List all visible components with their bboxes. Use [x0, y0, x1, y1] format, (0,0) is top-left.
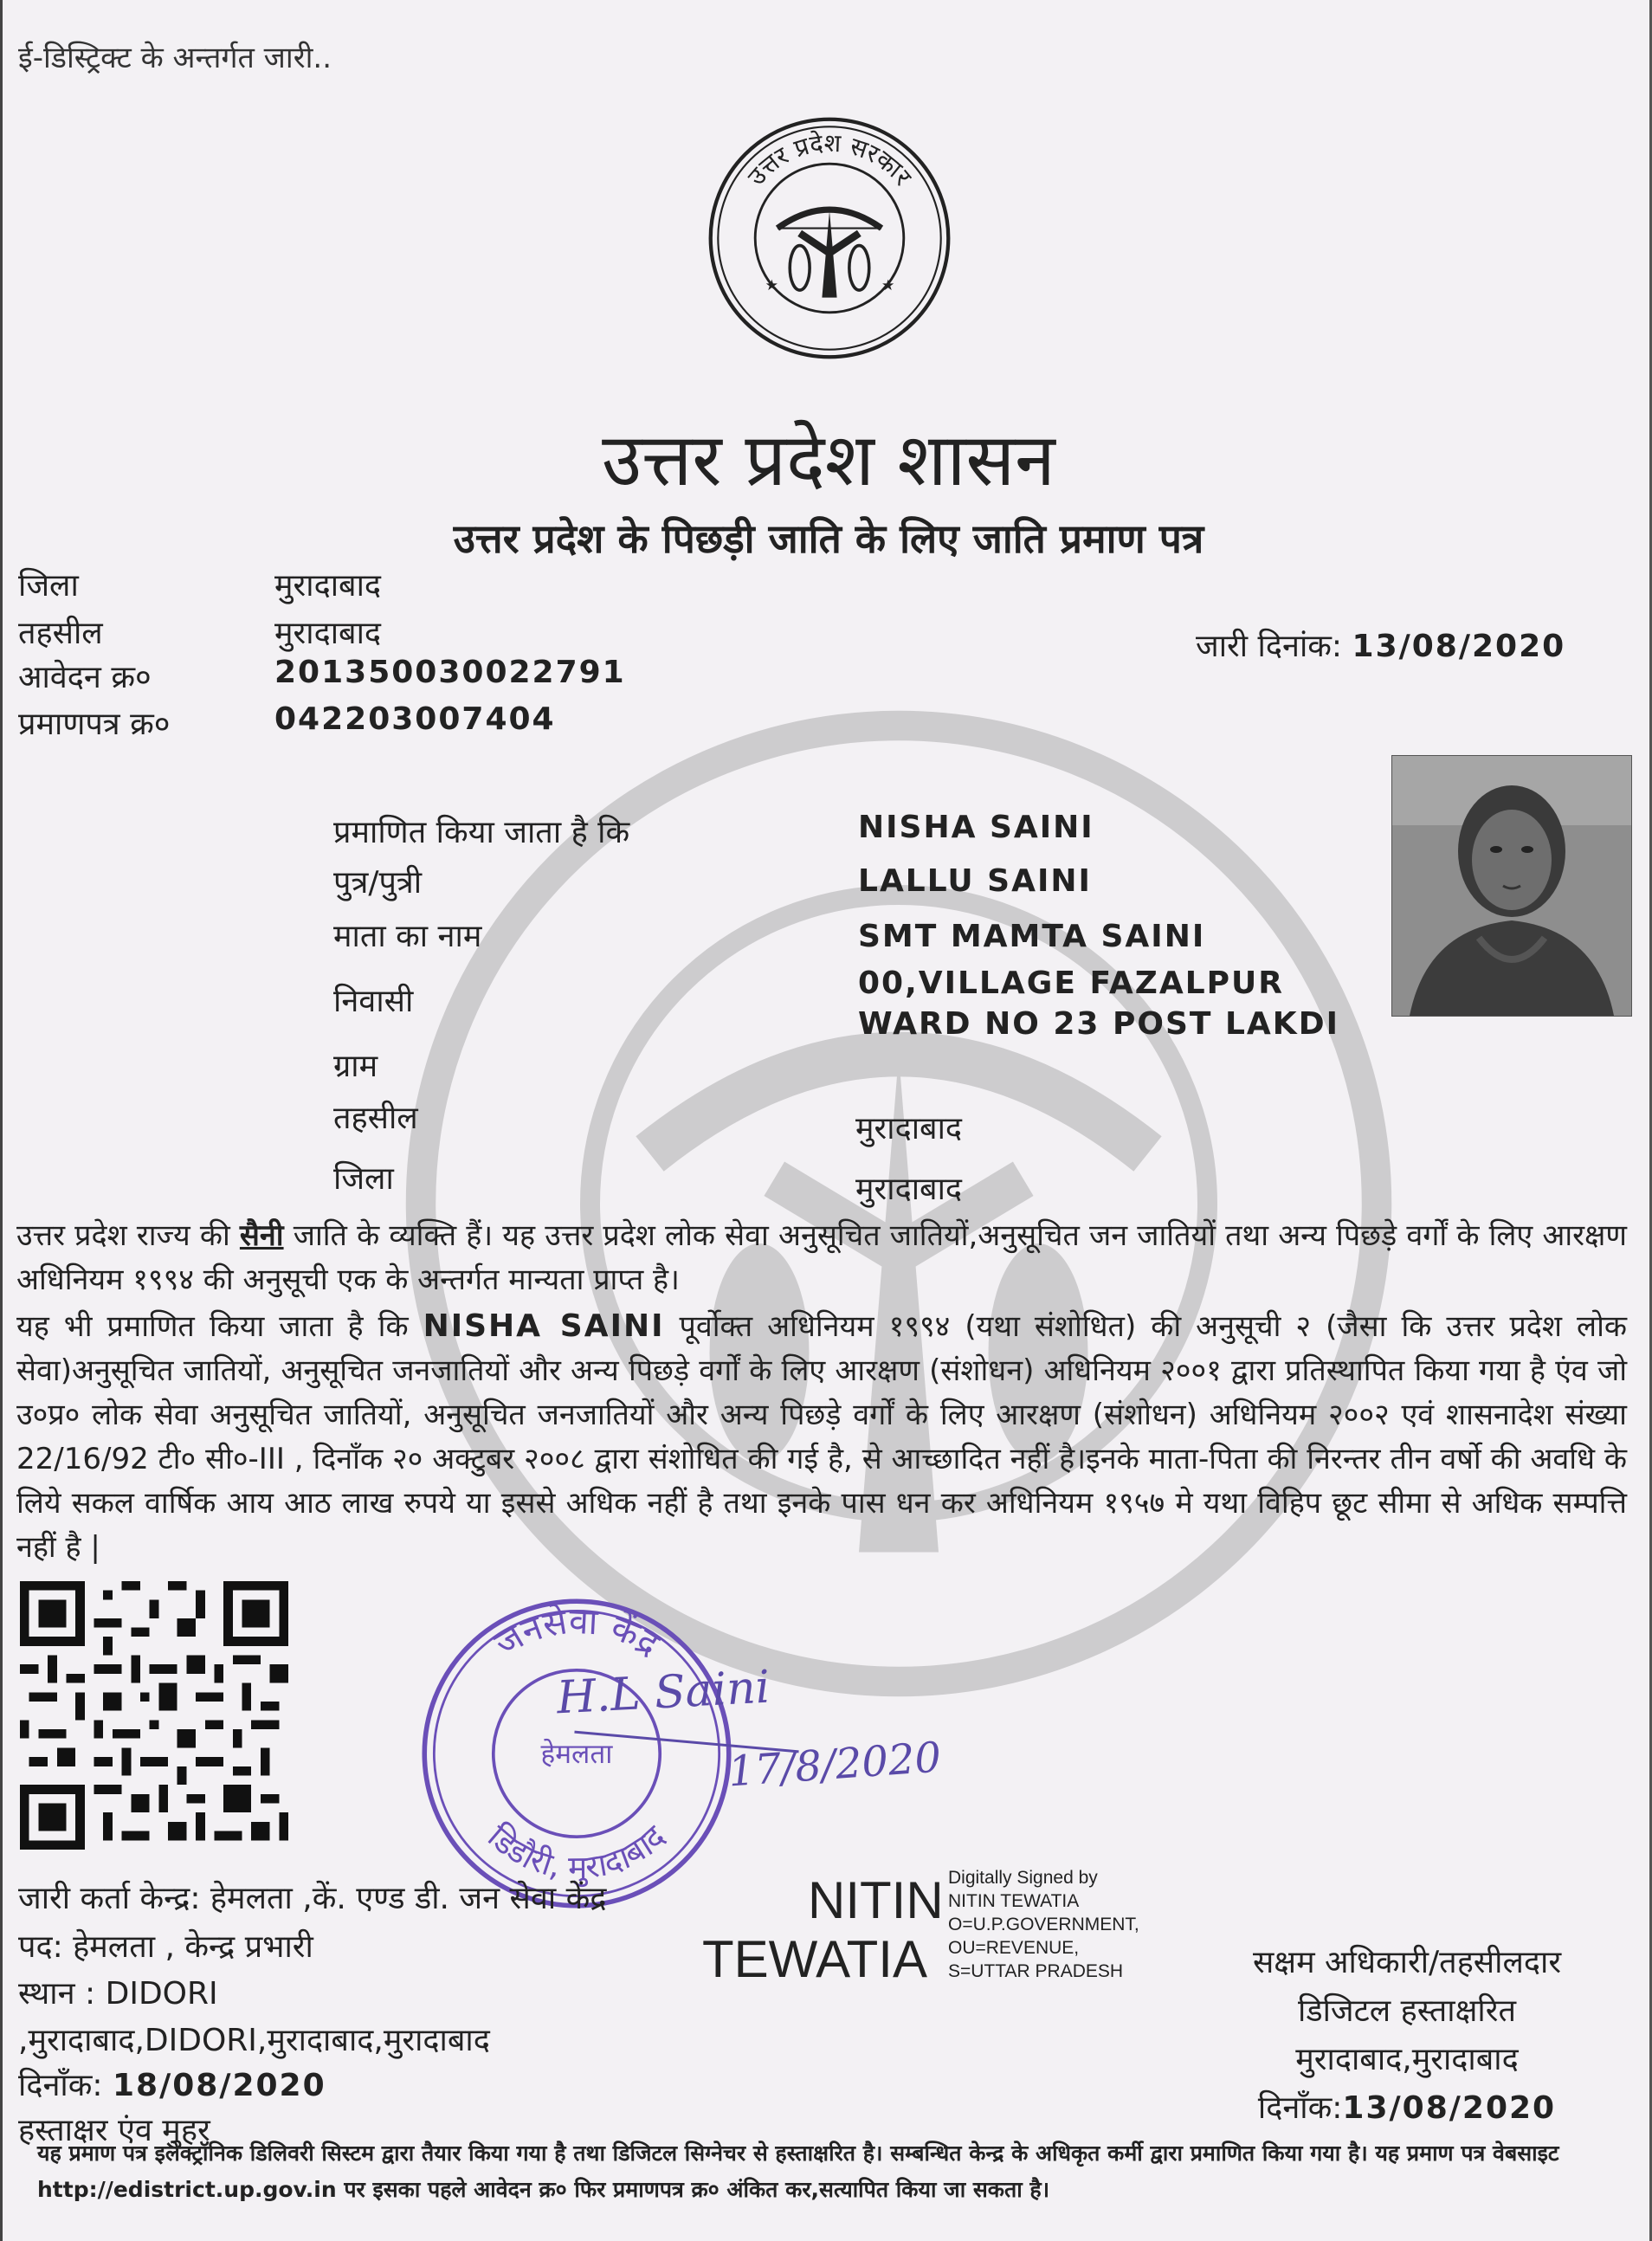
paragraph2-start: यह भी प्रमाणित किया जाता है कि [16, 1309, 423, 1344]
village-label: ग्राम [333, 1049, 378, 1084]
authority-date-label: दिनाँक: [1257, 2090, 1343, 2126]
details-tehsil-value: मुरादाबाद [855, 1111, 963, 1146]
handwritten-date: 17/8/2020 [726, 1733, 943, 1797]
authority-title: सक्षम अधिकारी/तहसीलदार [1252, 1945, 1562, 1980]
application-no-value: 201350030022791 [274, 655, 626, 690]
digital-signer-first-name: NITIN [808, 1871, 944, 1929]
details-district-label: जिला [333, 1161, 394, 1197]
stamp-bottom-text: डिडौरी, मुरादाबाद [481, 1818, 673, 1887]
up-govt-emblem-icon [706, 114, 953, 362]
applicant-photo [1391, 755, 1632, 1017]
application-no-label: आवेदन क्र० [18, 660, 152, 695]
issuer-date [18, 2063, 326, 2105]
address-line-1: 00,VILLAGE FAZALPUR [858, 966, 1285, 1001]
caste-name: सैनी [239, 1218, 284, 1253]
paragraph2-name: NISHA SAINI [423, 1308, 665, 1344]
issuer-place-line: ,मुरादाबाद,DIDORI,मुरादाबाद,मुरादाबाद [18, 2023, 490, 2058]
tehsil-value: मुरादाबाद [274, 616, 382, 651]
issuer-date-label: दिनाँक: [18, 2068, 113, 2103]
emblem-ring-text: उत्तर प्रदेश सरकार [741, 127, 918, 191]
certificate-subtitle: उत्तर प्रदेश के पिछड़ी जाति के लिए जाति प्रमाण पत्र [453, 515, 1204, 562]
dsig-line: O=U.P.GOVERNMENT, [948, 1915, 1139, 1934]
father-name: LALLU SAINI [858, 863, 1092, 899]
issuing-centre: जारी कर्ता केन्द्र: हेमलता ,कें. एण्ड डी. जन सेवा केंद्र [18, 1881, 607, 1916]
dsig-line: NITIN TEWATIA [948, 1891, 1080, 1911]
issuer-date-value: 18/08/2020 [112, 2068, 326, 2103]
svg-text:जनसेवा केंद्र [487, 1600, 668, 1665]
stamp-top-text: जनसेवा केंद्र [487, 1599, 668, 1665]
dsig-line: S=UTTAR PRADESH [948, 1961, 1124, 1981]
authority-place: मुरादाबाद,मुरादाबाद [1295, 2042, 1519, 2077]
certificate-no-value: 042203007404 [274, 701, 556, 737]
dsig-line: OU=REVENUE, [948, 1938, 1080, 1958]
signature-seal-label: हस्ताक्षर एंव मुहर [18, 2113, 210, 2148]
jansewa-kendra-stamp [416, 1593, 737, 1914]
tehsil-label: तहसील [18, 616, 103, 651]
details-district-value: मुरादाबाद [855, 1172, 963, 1207]
details-tehsil-label: तहसील [333, 1101, 418, 1136]
mother-label: माता का नाम [333, 919, 482, 954]
declaration-paragraph [16, 1304, 1627, 1570]
authority-signed: डिजिटल हस्ताक्षरित [1298, 1993, 1516, 2029]
paragraph1-start: उत्तर प्रदेश राज्य की [16, 1218, 240, 1253]
digital-signer-last-name: TEWATIA [702, 1930, 927, 1988]
issuer-post: पद: हेमलता , केन्द्र प्रभारी [18, 1929, 313, 1965]
district-value: मुरादाबाद [274, 568, 382, 604]
issuer-place: स्थान : DIDORI [18, 1976, 218, 2012]
relation-label: पुत्र/पुत्री [333, 865, 423, 901]
svg-text:★: ★ [765, 277, 779, 295]
district-label: जिला [18, 568, 79, 604]
handwritten-signature: H.L Saini [555, 1661, 771, 1725]
issue-date [1196, 623, 1565, 666]
resident-label: निवासी [333, 984, 414, 1019]
stamp-center-text: हेमलता [540, 1739, 613, 1771]
verification-note: यह प्रमाण पत्र इलेक्ट्रॉनिक डिलिवरी सिस्टम द्वारा तैयार किया गया है तथा डिजिटल सिग्नेचर से हस्ताक्षरित है। सम्बन्धित केन्द्र के अधिकृत कर्मी द्वारा प्रमाणित किया गया है। यह प्रमाण पत्र वेबसाइट http://edistrict.up.gov.in पर इसका पहले आवेदन क्र० फिर प्रमाणपत्र क्र० अंकित कर,सत्यापित किया जा सकता है। [37, 2141, 1559, 2202]
qr-code [20, 1581, 288, 1850]
authority-date [1216, 2085, 1597, 2128]
issue-date-label: जारी दिनांक: [1196, 629, 1343, 664]
digital-signature-details [948, 1866, 1139, 1983]
paragraph1-rest: जाति के व्यक्ति हैं। यह उत्तर प्रदेश लोक सेवा अनुसूचित जातियों,अनुसूचित जन जातियों तथा अन्य पिछड़े वर्गों के लिए आरक्षण अधिनियम १९९४ की अनुसूची एक के अन्तर्गत मान्यता प्राप्त है। [16, 1218, 1627, 1297]
issue-date-value: 13/08/2020 [1352, 629, 1566, 664]
page-title: उत्तर प्रदेश शासन [602, 417, 1055, 502]
caste-paragraph [16, 1214, 1627, 1302]
issued-under-note: ई-डिस्ट्रिक्ट के अन्तर्गत जारी.. [18, 41, 332, 75]
dsig-line: Digitally Signed by [948, 1868, 1098, 1888]
mother-name: SMT MAMTA SAINI [858, 919, 1206, 954]
svg-text:★: ★ [881, 277, 895, 295]
authority-date-value: 13/08/2020 [1342, 2090, 1557, 2126]
certificate-no-label: प्रमाणपत्र क्र० [18, 707, 171, 742]
applicant-name: NISHA SAINI [858, 810, 1094, 845]
address-line-2: WARD NO 23 POST LAKDI [858, 1006, 1339, 1042]
paragraph2-rest: पूर्वोक्त अधिनियम १९९४ (यथा संशोधित) की अनुसूची २ (जैसा कि उत्तर प्रदेश लोक सेवा)अनुसूचित जातियों, अनुसूचित जनजातियों और अन्य पिछड़े वर्गों के लिए आरक्षण (संशोधन) अधिनियम २००१ द्वारा प्रतिस्थापित किया गया है एंव जो उ०प्र० लोक सेवा अनुसूचित जातियों, अनुसूचित जनजातियों और अन्य पिछड़े वर्गों के लिए आरक्षण (संशोधन) अधिनियम २००२ एवं शासनादेश संख्या 22/16/92 टी० सी०-III , दिनाँक २० अक्टुबर २००८ द्वारा संशोधित की गई है, से आच्छादित नहीं है।इनके माता-पिता की निरन्तर तीन वर्षो की अवधि के लिये सकल वार्षिक आय आठ लाख रुपये या इससे अधिक नहीं है तथा इनके पास धन कर अधिनियम १९५७ मे यथा विहिप छूट सीमा से अधिक सम्पत्ति नहीं है | [16, 1309, 1627, 1565]
certified-label: प्रमाणित किया जाता है कि [333, 815, 630, 850]
